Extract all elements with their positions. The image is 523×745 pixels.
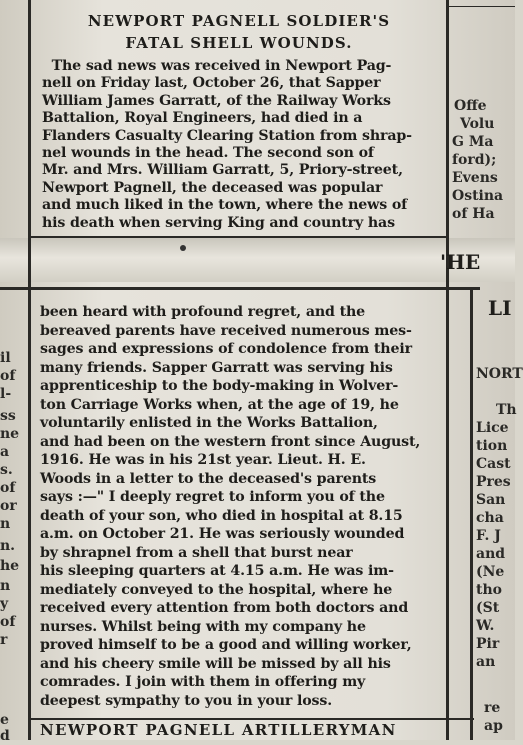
fragment: Ostina [452, 188, 504, 204]
fragment: Cast [476, 456, 511, 472]
text-line: Woods in a letter to the deceased's parents [40, 470, 377, 487]
ink-spot [180, 245, 186, 251]
text-line: voluntarily enlisted in the Works Battalion, [40, 415, 378, 431]
left-column-fragments [0, 350, 27, 744]
fragment: of Ha [452, 206, 495, 222]
fragment: ss [0, 408, 16, 424]
text-line: bereaved parents have received numerous mes- [40, 322, 412, 339]
article-headline-line1: NEWPORT PAGNELL SOLDIER'S [87, 12, 391, 30]
fragment: (Ne [476, 564, 505, 580]
text-line: William James Garratt, of the Railway Works [42, 92, 391, 109]
fragment: Offe [454, 98, 487, 114]
fragment: y [0, 596, 9, 612]
text-line: by shrapnel from a shell that burst near [40, 544, 353, 561]
fragment: an [476, 654, 496, 670]
fragment: W. [476, 618, 495, 634]
text-line: The sad news was received in Newport Pag- [42, 58, 392, 74]
fragment: tion [476, 438, 508, 454]
right-column-upper-fragments [452, 98, 515, 228]
fragment: e [0, 712, 9, 728]
fragment: Volu [460, 116, 495, 132]
fragment: ap [484, 718, 503, 734]
next-article-heading-wrap [40, 722, 470, 740]
fragment: 'HE [440, 250, 481, 274]
fragment: d [0, 728, 10, 744]
text-line: ton Carriage Works when, at the age of 19, he [40, 396, 399, 413]
fragment: n [0, 578, 11, 594]
text-line: apprenticeship to the body-making in Wolver- [40, 378, 399, 394]
text-line: and much liked in the town, where the news of [42, 197, 408, 214]
fragment: Th [496, 402, 517, 418]
text-line: his sleeping quarters at 4.15 a.m. He was im- [40, 563, 394, 579]
text-line: Newport Pagnell, the deceased was popular [42, 179, 383, 196]
text-line: says :—" I deeply regret to inform you of the [40, 489, 385, 505]
article-lower-body [40, 304, 468, 716]
fragment: il [0, 350, 11, 366]
text-line: death of your son, who died in hospital at 8.15 [40, 507, 403, 524]
fragment: n. [0, 538, 16, 554]
text-line: comrades. I join with them in offering my [40, 674, 366, 690]
text-line: been heard with profound regret, and the [40, 304, 366, 320]
fragment: (St [476, 600, 500, 616]
fragment: cha [476, 510, 504, 526]
fragment: or [0, 498, 17, 514]
column-rule-mid [470, 288, 473, 740]
fragment: Pres [476, 474, 511, 490]
text-line: and his cheery smile will be missed by all his [40, 655, 391, 672]
rule-top-right [449, 6, 515, 7]
fragment: Evens [452, 170, 498, 186]
fragment: of [0, 480, 16, 496]
fragment: re [484, 700, 501, 716]
text-line: nel wounds in the head. The second son of [42, 145, 374, 161]
fragment: and [476, 546, 506, 562]
fragment: F. J [476, 528, 501, 544]
fragment: San [476, 492, 506, 508]
text-line: and had been on the western front since August, [40, 433, 421, 450]
next-article-heading: NEWPORT PAGNELL ARTILLERYMAN [40, 721, 397, 739]
fragment: Pir [476, 636, 500, 652]
fragment: of [0, 368, 16, 384]
fragment: ford); [452, 152, 497, 168]
text-line: nell on Friday last, October 26, that Sapper [42, 75, 381, 92]
right-heading-fragment-b [488, 296, 515, 322]
right-heading-fragment-a [440, 250, 515, 276]
text-line: mediately conveyed to the hospital, where he [40, 581, 393, 598]
fragment: r [0, 632, 8, 648]
fragment: Lice [476, 420, 509, 436]
text-line: received every attention from both doctors and [40, 600, 409, 616]
text-line: a.m. on October 21. He was seriously wounded [40, 526, 405, 542]
rule-above-lower [0, 287, 480, 290]
text-line: proved himself to be a good and willing worker, [40, 637, 412, 653]
text-line: deepest sympathy to you in your loss. [40, 692, 333, 709]
text-line: many friends. Sapper Garratt was serving his [40, 359, 393, 376]
fragment: tho [476, 582, 502, 598]
article-upper-body [42, 58, 442, 234]
text-line: Mr. and Mrs. William Garratt, 5, Priory-street, [42, 162, 403, 179]
article-headline-line2: FATAL SHELL WOUNDS. [125, 34, 353, 52]
fragment: LI [488, 296, 512, 320]
text-line: Flanders Casualty Clearing Station from shrap- [42, 127, 412, 144]
fragment: he [0, 558, 20, 574]
fragment: l- [0, 386, 12, 402]
column-rule-left [28, 0, 31, 740]
text-line: his death when serving King and country has [42, 214, 395, 231]
text-line: sages and expressions of condolence from their [40, 341, 412, 357]
fragment: a [0, 444, 10, 460]
fragment: ne [0, 426, 20, 442]
fragment: G Ma [452, 134, 494, 150]
fragment: s. [0, 462, 13, 478]
text-line: 1916. He was in his 21st year. Lieut. H. E. [40, 452, 366, 468]
rule-under-upper [28, 236, 448, 238]
text-line: Battalion, Royal Engineers, had died in a [42, 110, 363, 127]
rule-article-end [28, 718, 474, 720]
fragment: of [0, 614, 16, 630]
right-column-lower-fragments [474, 366, 523, 696]
text-line: nurses. Whilst being with my company he [40, 618, 366, 635]
fragment: NORT [476, 366, 523, 382]
fragment: n [0, 516, 11, 532]
paper-fold [0, 238, 515, 282]
right-column-bottom-fragments [484, 700, 515, 740]
